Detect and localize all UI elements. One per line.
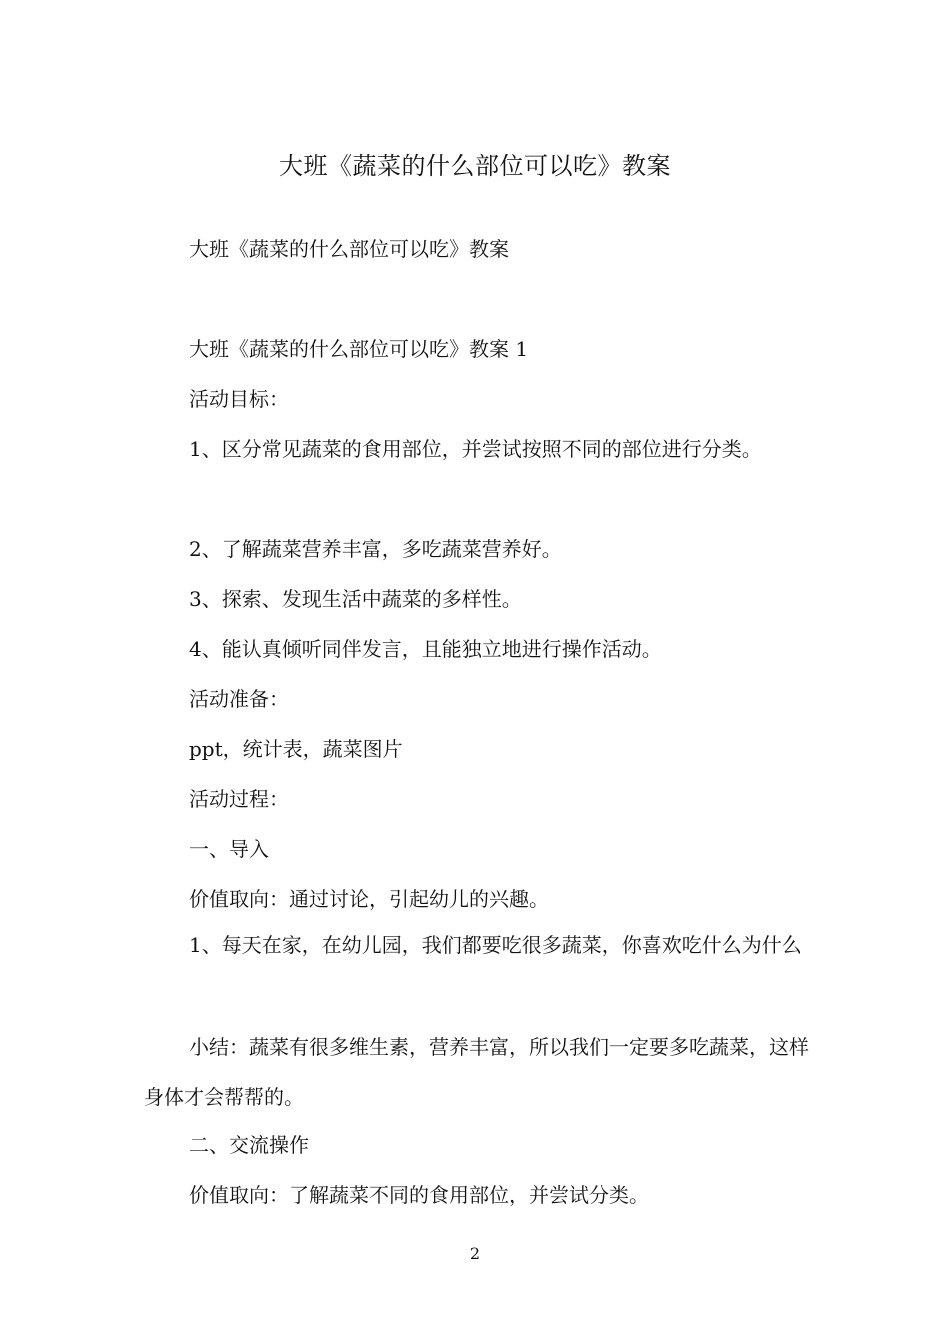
- paragraph-goal-4: 4、能认真倾听同伴发言，且能独立地进行操作活动。: [189, 637, 662, 661]
- paragraph-process-label: 活动过程：: [189, 787, 289, 811]
- paragraph-section-1: 一、导入: [189, 837, 269, 861]
- paragraph-question-1: 1、每天在家，在幼儿园，我们都要吃很多蔬菜，你喜欢吃什么为什么: [189, 933, 802, 957]
- paragraph-section-2: 二、交流操作: [189, 1133, 309, 1157]
- document-title: 大班《蔬菜的什么部位可以吃》教案: [279, 152, 671, 180]
- paragraph-heading: 大班《蔬菜的什么部位可以吃》教案 1: [189, 337, 529, 361]
- paragraph-value-2: 价值取向：了解蔬菜不同的食用部位，并尝试分类。: [189, 1183, 649, 1207]
- paragraph-goals-label: 活动目标：: [189, 387, 289, 411]
- paragraph-goal-1: 1、区分常见蔬菜的食用部位，并尝试按照不同的部位进行分类。: [189, 437, 762, 461]
- paragraph-goal-3: 3、探索、发现生活中蔬菜的多样性。: [189, 587, 522, 611]
- page-number: 2: [469, 1244, 481, 1263]
- paragraph-prep-label: 活动准备：: [189, 687, 289, 711]
- paragraph-subtitle: 大班《蔬菜的什么部位可以吃》教案: [189, 237, 509, 261]
- paragraph-summary: 小结：蔬菜有很多维生素，营养丰富，所以我们一定要多吃蔬菜，这样身体才会帮帮的。: [144, 1035, 809, 1109]
- paragraph-value-1: 价值取向：通过讨论，引起幼儿的兴趣。: [189, 887, 549, 911]
- paragraph-goal-2: 2、了解蔬菜营养丰富，多吃蔬菜营养好。: [189, 537, 562, 561]
- paragraph-prep-items: ppt，统计表，蔬菜图片: [189, 737, 403, 761]
